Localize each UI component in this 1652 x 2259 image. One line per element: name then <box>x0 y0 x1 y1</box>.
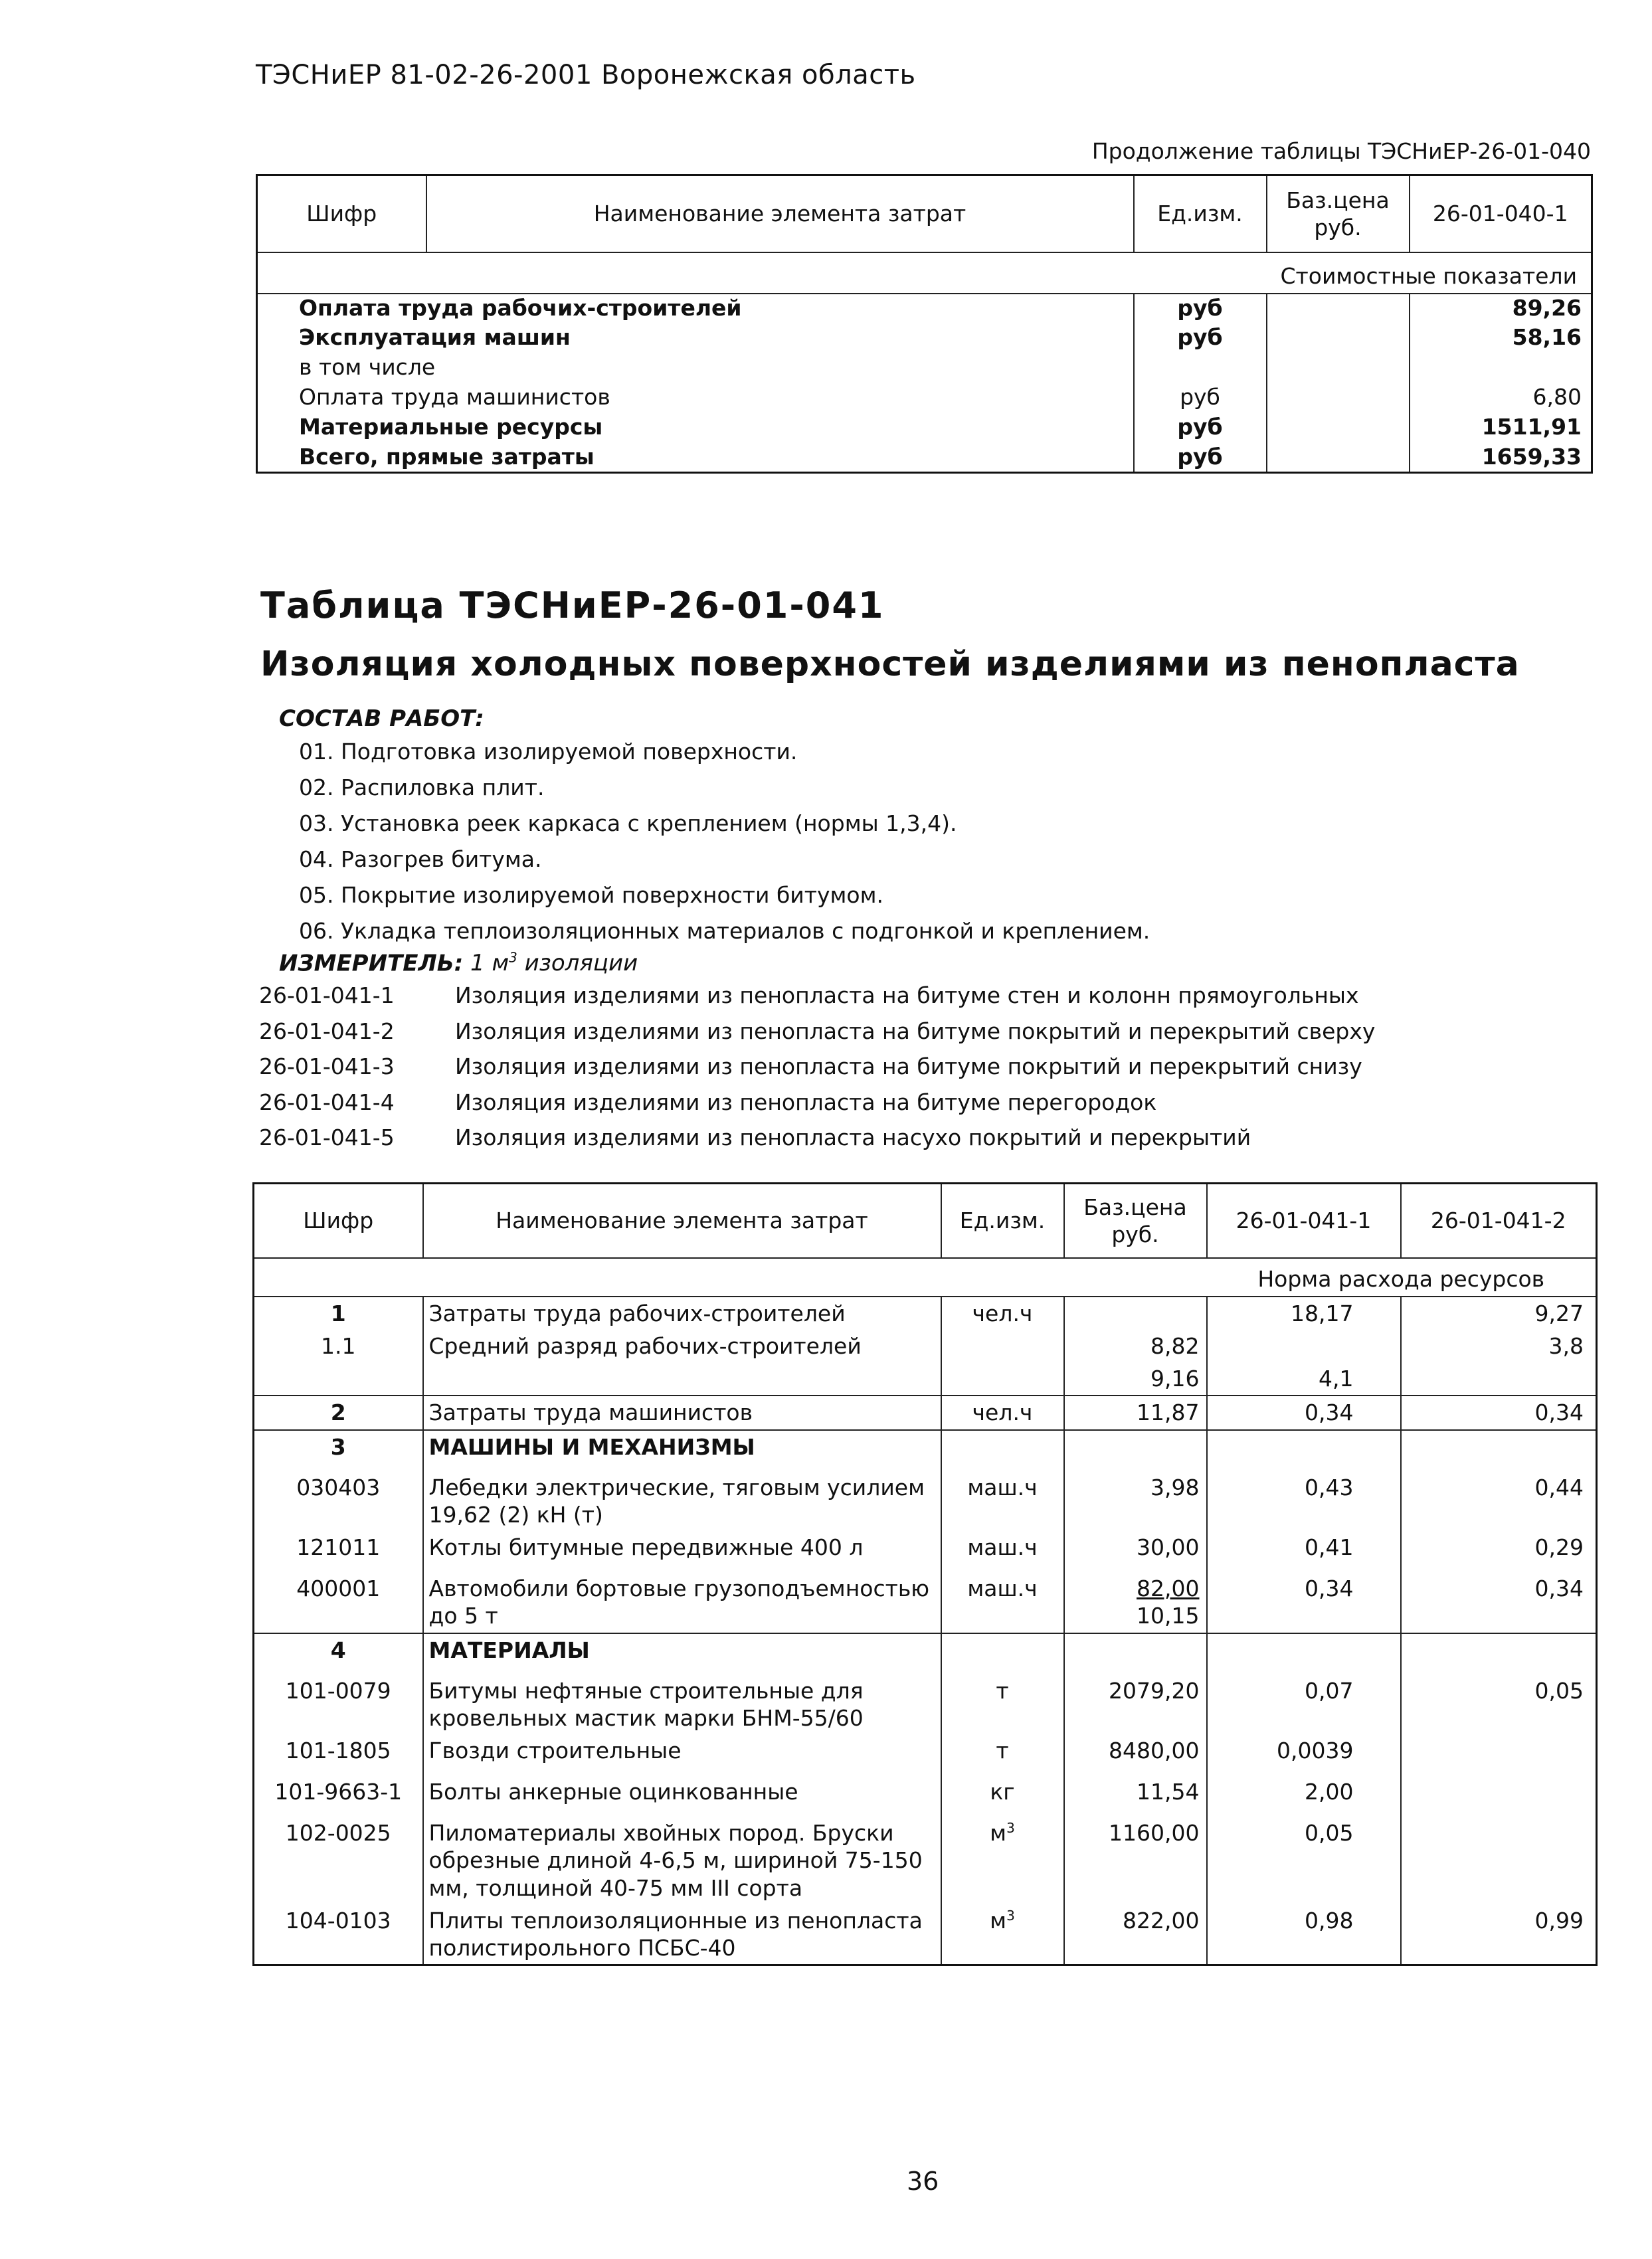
row-base-price <box>1267 383 1410 413</box>
table-row <box>254 1817 1597 1904</box>
table-row <box>254 1904 1597 1965</box>
work-item: 05. Покрытие изолируемой поверхности битумом. <box>299 882 883 908</box>
table-row <box>254 1471 1597 1532</box>
norm-description: Изоляция изделиями из пенопласта на битуме покрытий и перекрытий снизу <box>455 1053 1362 1079</box>
table-row <box>257 294 1592 323</box>
row-unit: руб <box>1134 383 1267 413</box>
works-composition-label: СОСТАВ РАБОТ: <box>279 705 484 732</box>
norm-codes-list <box>259 978 1375 1156</box>
row-value-26-01-041-1: 0,0039 <box>1207 1734 1401 1775</box>
row-value-26-01-041-2 <box>1401 1430 1597 1471</box>
col-header-name: Наименование элемента затрат <box>426 175 1134 252</box>
measure-unit <box>279 950 638 976</box>
work-item: 06. Укладка теплоизоляционных материалов с подгонкой и креплением. <box>299 918 1150 944</box>
row-name <box>423 1362 941 1396</box>
row-name: Материальные ресурсы <box>257 413 1134 443</box>
row-value-26-01-041-1: 2,00 <box>1207 1775 1401 1817</box>
table-row <box>257 323 1592 353</box>
row-value-26-01-041-2: 0,34 <box>1534 1400 1584 1426</box>
row-value-26-01-041-2 <box>1401 1633 1597 1674</box>
row-name: Эксплуатация машин <box>257 323 1134 353</box>
row-unit <box>1134 353 1267 383</box>
row-code <box>254 1362 423 1396</box>
norm-code-item <box>259 1085 1375 1121</box>
row-value-26-01-041-1: 0,98 <box>1207 1904 1401 1965</box>
row-name: Пиломатериалы хвойных пород. Бруски обрезные длиной 4-6,5 м, шириной 75-150 мм, толщиной 40-75 мм III сорта <box>423 1817 941 1904</box>
row-name: Плиты теплоизоляционные из пенопласта полистирольного ПСБС-40 <box>423 1904 941 1965</box>
norm-code-item <box>259 1014 1375 1049</box>
row-value-26-01-041-2: 3,8 <box>1548 1332 1584 1359</box>
row-value-26-01-041-1: 0,05 <box>1207 1817 1401 1904</box>
row-name: Автомобили бортовые грузоподъемностью до 5 т <box>423 1572 941 1633</box>
row-value-26-01-041-2: 0,34 <box>1534 1576 1584 1601</box>
row-value-26-01-041-1 <box>1207 1633 1401 1674</box>
col-header-code: Шифр <box>254 1184 423 1258</box>
row-unit: $м^3$ <box>941 1817 1064 1904</box>
row-value-26-01-041-2 <box>1401 1362 1597 1396</box>
work-item: 01. Подготовка изолируемой поверхности. <box>299 739 798 765</box>
row-unit: руб <box>1134 413 1267 443</box>
table-row <box>254 1734 1597 1775</box>
row-unit: руб <box>1134 294 1267 323</box>
row-value-26-01-041-2 <box>1401 1734 1597 1775</box>
row-name: Оплата труда машинистов <box>257 383 1134 413</box>
table-row <box>254 1297 1597 1330</box>
page-number: 36 <box>907 2167 939 2196</box>
norm-code-item <box>259 1049 1375 1085</box>
row-base-price: 2079,20 <box>1064 1674 1207 1735</box>
row-unit <box>941 1430 1064 1471</box>
norm-description: Изоляция изделиями из пенопласта на битуме покрытий и перекрытий сверху <box>455 1018 1376 1044</box>
row-base-price: 11,54 <box>1064 1775 1207 1817</box>
row-value-26-01-041-2: 0,99 <box>1534 1907 1584 1934</box>
row-name: Гвозди строительные <box>423 1734 941 1775</box>
row-unit <box>941 1362 1064 1396</box>
section-caption: Норма расхода ресурсов <box>1257 1266 1545 1293</box>
col-header-unit: Ед.изм. <box>1134 175 1267 252</box>
row-name: Битумы нефтяные строительные для кровельных мастик марки БНМ-55/60 <box>423 1674 941 1735</box>
col-header-26-01-041-2: 26-01-041-2 <box>1430 1208 1566 1234</box>
row-code: 101-1805 <box>254 1734 423 1775</box>
row-code: 030403 <box>254 1471 423 1532</box>
row-code: 400001 <box>254 1572 423 1633</box>
table-row <box>254 1330 1597 1362</box>
row-value: 1511,91 <box>1481 413 1582 440</box>
row-base-price: 9,16 <box>1064 1362 1207 1396</box>
norm-code-item <box>259 1120 1375 1156</box>
document-header: ТЭСНиЕР 81-02-26-2001 Воронежская область <box>256 60 916 90</box>
resource-norms-table-26-01-041 <box>252 1182 1598 1966</box>
row-name: в том числе <box>257 353 1134 383</box>
work-item: 04. Разогрев битума. <box>299 846 542 872</box>
row-value-26-01-041-2: 0,44 <box>1534 1474 1584 1500</box>
table-row <box>257 443 1592 473</box>
table-row <box>254 1633 1597 1674</box>
row-base-price <box>1267 443 1410 473</box>
row-value-26-01-041-1: 0,41 <box>1207 1531 1401 1572</box>
row-base-price: 30,00 <box>1064 1531 1207 1572</box>
row-unit <box>941 1330 1064 1362</box>
row-unit: т <box>941 1674 1064 1735</box>
row-base-price: 82,00 10,15 <box>1064 1572 1207 1633</box>
row-base-price <box>1267 323 1410 353</box>
works-list <box>299 734 1150 949</box>
col-header-name: Наименование элемента затрат <box>423 1184 941 1258</box>
row-name: МАШИНЫ И МЕХАНИЗМЫ <box>423 1430 941 1471</box>
row-base-price: 3,98 <box>1064 1471 1207 1532</box>
row-value <box>1410 353 1592 383</box>
table-row <box>257 383 1592 413</box>
row-name: Оплата труда рабочих-строителей <box>257 294 1134 323</box>
row-value-26-01-041-2: 0,05 <box>1534 1677 1584 1704</box>
row-code: 4 <box>254 1633 423 1674</box>
row-code: 121011 <box>254 1531 423 1572</box>
row-value-26-01-041-1: 0,07 <box>1207 1674 1401 1735</box>
table-row <box>257 413 1592 443</box>
row-name: Всего, прямые затраты <box>257 443 1134 473</box>
row-unit: руб <box>1134 323 1267 353</box>
row-code: 1 <box>254 1297 423 1330</box>
row-base-price <box>1267 294 1410 323</box>
measure-value: 1 $м^3$ изоляции <box>470 950 638 977</box>
row-value-26-01-041-2: 0,29 <box>1534 1534 1584 1560</box>
section-caption: Стоимостные показатели <box>1267 252 1592 294</box>
row-base-price: 822,00 <box>1064 1904 1207 1965</box>
row-code: 101-0079 <box>254 1674 423 1735</box>
row-code: 3 <box>254 1430 423 1471</box>
norm-code: 26-01-041-3 <box>259 1053 395 1079</box>
row-value-26-01-041-1 <box>1207 1430 1401 1471</box>
norm-description: Изоляция изделиями из пенопласта насухо покрытий и перекрытий <box>455 1125 1251 1150</box>
row-value-26-01-041-1: 0,34 <box>1207 1396 1401 1429</box>
table-title: Таблица ТЭСНиЕР-26-01-041 <box>260 585 885 626</box>
table-row <box>254 1362 1597 1396</box>
row-base-price <box>1064 1297 1207 1330</box>
table-subtitle: Изоляция холодных поверхностей изделиями из пенопласта <box>260 644 1520 684</box>
row-value-26-01-041-1: 4,1 <box>1207 1362 1401 1396</box>
table-row <box>254 1572 1597 1633</box>
table-row <box>254 1430 1597 1471</box>
row-value-26-01-041-1: 18,17 <box>1207 1297 1401 1330</box>
row-value-26-01-041-1: 0,43 <box>1207 1471 1401 1532</box>
row-value-26-01-041-1 <box>1207 1330 1401 1362</box>
row-name: Болты анкерные оцинкованные <box>423 1775 941 1817</box>
row-unit: кг <box>941 1775 1064 1817</box>
row-unit: чел.ч <box>941 1297 1064 1330</box>
row-code: 1.1 <box>254 1330 423 1362</box>
row-unit: $м^3$ <box>941 1904 1064 1965</box>
table-row <box>254 1396 1597 1429</box>
row-name: Средний разряд рабочих-строителей <box>423 1330 941 1362</box>
row-value: 6,80 <box>1532 383 1582 410</box>
row-code: 101-9663-1 <box>254 1775 423 1817</box>
row-name: Затраты труда машинистов <box>423 1396 941 1429</box>
row-name: МАТЕРИАЛЫ <box>423 1633 941 1674</box>
table-row <box>254 1775 1597 1817</box>
work-item: 02. Распиловка плит. <box>299 774 545 800</box>
col-header-base-price: Баз.цена руб. <box>1267 175 1410 252</box>
row-unit: маш.ч <box>941 1471 1064 1532</box>
row-value-26-01-041-2 <box>1401 1817 1597 1904</box>
row-base-price <box>1267 413 1410 443</box>
row-base-price: 11,87 <box>1064 1396 1207 1429</box>
col-header-26-01-041-1: 26-01-041-1 <box>1207 1184 1401 1258</box>
work-item: 03. Установка реек каркаса с креплением (нормы 1,3,4). <box>299 810 957 836</box>
row-base-price: 1160,00 <box>1064 1817 1207 1904</box>
col-header-code: Шифр <box>257 175 426 252</box>
row-unit: чел.ч <box>941 1396 1064 1429</box>
row-value: 89,26 <box>1512 294 1582 321</box>
table-row <box>257 353 1592 383</box>
col-header-unit: Ед.изм. <box>941 1184 1064 1258</box>
row-code: 104-0103 <box>254 1904 423 1965</box>
row-unit: руб <box>1134 443 1267 473</box>
row-unit: маш.ч <box>941 1572 1064 1633</box>
measure-label: ИЗМЕРИТЕЛЬ: <box>279 950 464 977</box>
row-value-26-01-041-2 <box>1401 1775 1597 1817</box>
row-base-price: 8480,00 <box>1064 1734 1207 1775</box>
row-unit: маш.ч <box>941 1531 1064 1572</box>
row-unit <box>941 1633 1064 1674</box>
norm-code: 26-01-041-4 <box>259 1089 395 1115</box>
row-name: Лебедки электрические, тяговым усилием 19,62 (2) кН (т) <box>423 1471 941 1532</box>
row-base-price: 8,82 <box>1064 1330 1207 1362</box>
row-value-26-01-041-1: 0,34 <box>1207 1572 1401 1633</box>
row-base-price <box>1267 353 1410 383</box>
col-header-base-price: Баз.цена руб. <box>1064 1184 1207 1258</box>
table-row <box>254 1674 1597 1735</box>
row-code: 2 <box>254 1396 423 1429</box>
row-unit: т <box>941 1734 1064 1775</box>
row-value: 58,16 <box>1512 323 1582 350</box>
row-value: 1659,33 <box>1481 443 1582 470</box>
row-value-26-01-041-2: 9,27 <box>1534 1300 1584 1326</box>
norm-description: Изоляция изделиями из пенопласта на битуме стен и колонн прямоугольных <box>455 982 1359 1008</box>
row-base-price <box>1064 1633 1207 1674</box>
norm-code: 26-01-041-1 <box>259 982 395 1008</box>
norm-code: 26-01-041-2 <box>259 1018 395 1044</box>
norm-code-item <box>259 978 1375 1014</box>
col-header-26-01-040-1: 26-01-040-1 <box>1432 201 1568 227</box>
table-continuation-caption: Продолжение таблицы ТЭСНиЕР-26-01-040 <box>1091 138 1591 164</box>
row-code: 102-0025 <box>254 1817 423 1904</box>
table-row <box>254 1531 1597 1572</box>
norm-description: Изоляция изделиями из пенопласта на битуме перегородок <box>455 1089 1157 1115</box>
cost-table-26-01-040 <box>256 174 1593 474</box>
row-name: Котлы битумные передвижные 400 л <box>423 1531 941 1572</box>
row-name: Затраты труда рабочих-строителей <box>423 1297 941 1330</box>
row-base-price <box>1064 1430 1207 1471</box>
norm-code: 26-01-041-5 <box>259 1125 395 1150</box>
